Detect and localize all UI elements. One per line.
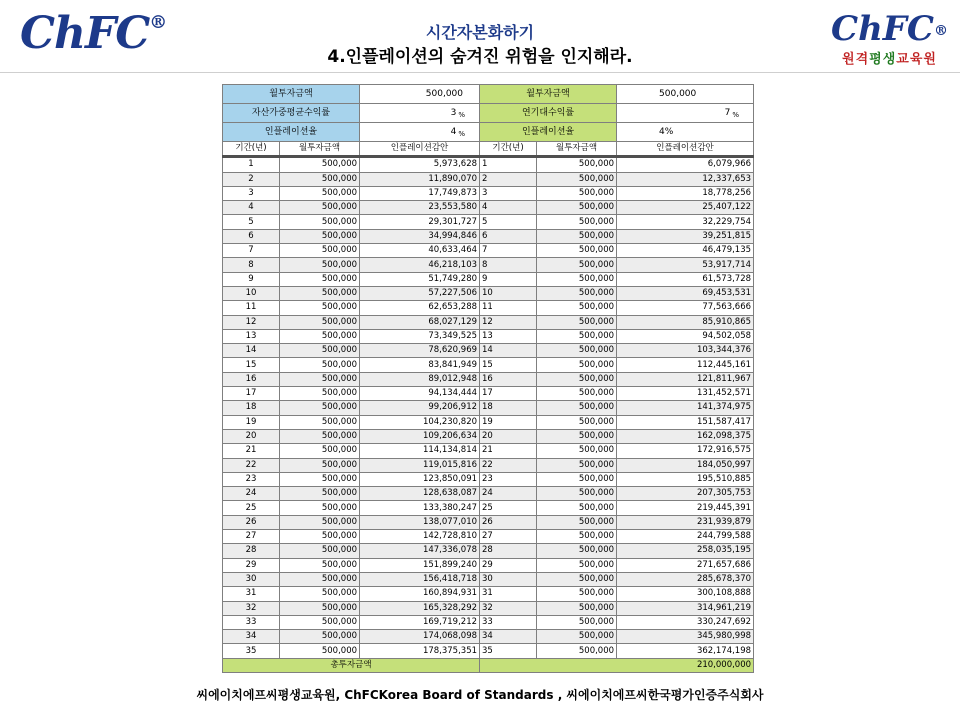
table-row — [223, 344, 754, 358]
table-cell: 13 — [480, 329, 537, 343]
table-cell: 104,230,820 — [360, 415, 480, 429]
table-row — [223, 487, 754, 501]
table-cell: 10 — [223, 286, 280, 300]
spreadsheet — [222, 84, 753, 673]
table-row — [223, 186, 754, 200]
table-cell: 500,000 — [280, 344, 360, 358]
table-cell: 9 — [223, 272, 280, 286]
col-header: 인플레이션감안 — [617, 142, 754, 157]
table-cell: 500,000 — [280, 315, 360, 329]
table-cell: 32 — [480, 601, 537, 615]
table-cell: 32 — [223, 601, 280, 615]
table-cell: 162,098,375 — [617, 429, 754, 443]
table-cell: 40,633,464 — [360, 244, 480, 258]
footer-credits: 씨에이치에프씨평생교육원, ChFCKorea Board of Standards , 씨에이치에프씨한국평가인증주식회사 — [196, 688, 764, 702]
table-cell: 184,050,997 — [617, 458, 754, 472]
table-row — [223, 615, 754, 629]
table-cell: 500,000 — [280, 472, 360, 486]
table-cell: 46,479,135 — [617, 244, 754, 258]
table-cell: 16 — [223, 372, 280, 386]
table-cell: 500,000 — [537, 415, 617, 429]
table-cell: 39,251,815 — [617, 229, 754, 243]
table-cell: 32,229,754 — [617, 215, 754, 229]
table-row — [223, 172, 754, 186]
total-label: 총투자금액 — [223, 658, 480, 672]
table-row — [223, 544, 754, 558]
table-cell: 21 — [480, 444, 537, 458]
table-row — [223, 429, 754, 443]
table-cell: 1 — [480, 157, 537, 172]
table-cell: 25 — [223, 501, 280, 515]
table-cell: 34 — [480, 630, 537, 644]
table-cell: 12 — [480, 315, 537, 329]
table-cell: 169,719,212 — [360, 615, 480, 629]
table-cell: 128,638,087 — [360, 487, 480, 501]
table-cell: 35 — [480, 644, 537, 658]
table-cell: 500,000 — [537, 301, 617, 315]
input-value-right: 4% — [617, 123, 754, 142]
table-cell: 33 — [480, 615, 537, 629]
table-cell: 5 — [223, 215, 280, 229]
input-label-right: 인플레이션율 — [480, 123, 617, 142]
table-cell: 31 — [480, 587, 537, 601]
table-cell: 15 — [223, 358, 280, 372]
table-cell: 99,206,912 — [360, 401, 480, 415]
table-cell: 18 — [223, 401, 280, 415]
slide-title: 시간자본화하기 — [425, 23, 535, 42]
table-row — [223, 530, 754, 544]
table-cell: 23 — [223, 472, 280, 486]
table-cell: 1 — [223, 157, 280, 172]
table-cell: 500,000 — [280, 358, 360, 372]
table-cell: 29,301,727 — [360, 215, 480, 229]
table-cell: 500,000 — [537, 258, 617, 272]
table-cell: 147,336,078 — [360, 544, 480, 558]
table-cell: 172,916,575 — [617, 444, 754, 458]
table-cell: 207,305,753 — [617, 487, 754, 501]
table-cell: 362,174,198 — [617, 644, 754, 658]
table-cell: 500,000 — [280, 172, 360, 186]
table-cell: 500,000 — [280, 630, 360, 644]
table-cell: 500,000 — [537, 458, 617, 472]
input-row — [223, 123, 754, 142]
table-cell: 30 — [223, 572, 280, 586]
table-cell: 500,000 — [537, 601, 617, 615]
table-cell: 19 — [480, 415, 537, 429]
table-cell: 244,799,588 — [617, 530, 754, 544]
table-cell: 34 — [223, 630, 280, 644]
table-cell: 500,000 — [280, 329, 360, 343]
table-cell: 15 — [480, 358, 537, 372]
table-cell: 500,000 — [280, 501, 360, 515]
table-cell: 500,000 — [280, 601, 360, 615]
table-cell: 500,000 — [280, 415, 360, 429]
table-cell: 156,418,718 — [360, 572, 480, 586]
slide-subtitle: 4.인플레이션의 숨겨진 위험을 인지해라. — [327, 47, 633, 67]
table-cell: 89,012,948 — [360, 372, 480, 386]
table-cell: 8 — [480, 258, 537, 272]
table-row — [223, 630, 754, 644]
table-cell: 11 — [223, 301, 280, 315]
divider — [0, 72, 960, 73]
table-cell: 73,349,525 — [360, 329, 480, 343]
table-cell: 18,778,256 — [617, 186, 754, 200]
table-cell: 6 — [480, 229, 537, 243]
table-cell: 500,000 — [537, 358, 617, 372]
input-label-left: 월투자금액 — [223, 85, 360, 104]
table-cell: 138,077,010 — [360, 515, 480, 529]
table-cell: 69,453,531 — [617, 286, 754, 300]
table-cell: 121,811,967 — [617, 372, 754, 386]
logo-subtitle: 원격평생교육원 — [842, 52, 937, 67]
input-value-left: 3 $_{\%}$ — [360, 104, 480, 123]
table-cell: 165,328,292 — [360, 601, 480, 615]
input-value-right: 7 $_{\%}$ — [617, 104, 754, 123]
table-cell: 500,000 — [280, 229, 360, 243]
table-cell: 195,510,885 — [617, 472, 754, 486]
table-cell: 27 — [223, 530, 280, 544]
table-cell: 53,917,714 — [617, 258, 754, 272]
total-value: 210,000,000 — [480, 658, 754, 672]
table-cell: 174,068,098 — [360, 630, 480, 644]
chfc-logo-left: ChFC® — [20, 8, 167, 59]
table-cell: 25,407,122 — [617, 201, 754, 215]
table-cell: 103,344,376 — [617, 344, 754, 358]
table-row — [223, 301, 754, 315]
table-cell: 500,000 — [280, 244, 360, 258]
table-cell: 500,000 — [537, 272, 617, 286]
table-cell: 5,973,628 — [360, 157, 480, 172]
table-cell: 114,134,814 — [360, 444, 480, 458]
table-cell: 77,563,666 — [617, 301, 754, 315]
table-cell: 35 — [223, 644, 280, 658]
input-value-left: 4 $_{\%}$ — [360, 123, 480, 142]
table-cell: 25 — [480, 501, 537, 515]
table-cell: 85,910,865 — [617, 315, 754, 329]
table-cell: 231,939,879 — [617, 515, 754, 529]
table-row — [223, 315, 754, 329]
col-header: 월투자금액 — [537, 142, 617, 157]
table-cell: 31 — [223, 587, 280, 601]
table-cell: 131,452,571 — [617, 387, 754, 401]
table-cell: 500,000 — [537, 444, 617, 458]
table-cell: 500,000 — [537, 501, 617, 515]
input-value-left: 500,000 — [360, 85, 480, 104]
col-header: 월투자금액 — [280, 142, 360, 157]
table-cell: 12,337,653 — [617, 172, 754, 186]
table-cell: 34,994,846 — [360, 229, 480, 243]
table-cell: 500,000 — [280, 186, 360, 200]
table-cell: 112,445,161 — [617, 358, 754, 372]
table-cell: 500,000 — [537, 515, 617, 529]
table-cell: 500,000 — [537, 615, 617, 629]
table-cell: 20 — [223, 429, 280, 443]
table-cell: 17 — [223, 387, 280, 401]
table-cell: 314,961,219 — [617, 601, 754, 615]
table-cell: 26 — [223, 515, 280, 529]
table-cell: 330,247,692 — [617, 615, 754, 629]
table-cell: 78,620,969 — [360, 344, 480, 358]
table-cell: 83,841,949 — [360, 358, 480, 372]
table-cell: 500,000 — [280, 401, 360, 415]
table-cell: 300,108,888 — [617, 587, 754, 601]
table-cell: 26 — [480, 515, 537, 529]
table-cell: 141,374,975 — [617, 401, 754, 415]
table-cell: 109,206,634 — [360, 429, 480, 443]
table-cell: 500,000 — [537, 186, 617, 200]
table-cell: 500,000 — [537, 487, 617, 501]
table-row — [223, 286, 754, 300]
table-cell: 500,000 — [537, 215, 617, 229]
table-cell: 500,000 — [280, 429, 360, 443]
table-cell: 16 — [480, 372, 537, 386]
table-cell: 500,000 — [280, 572, 360, 586]
input-value-right: 500,000 — [617, 85, 754, 104]
table-cell: 500,000 — [537, 329, 617, 343]
table-cell: 219,445,391 — [617, 501, 754, 515]
table-cell: 5 — [480, 215, 537, 229]
table-row — [223, 644, 754, 658]
table-cell: 2 — [223, 172, 280, 186]
table-cell: 62,653,288 — [360, 301, 480, 315]
input-row — [223, 85, 754, 104]
table-cell: 14 — [480, 344, 537, 358]
table-row — [223, 458, 754, 472]
table-cell: 3 — [480, 186, 537, 200]
table-cell: 8 — [223, 258, 280, 272]
table-cell: 500,000 — [537, 286, 617, 300]
table-cell: 500,000 — [280, 444, 360, 458]
table-cell: 500,000 — [537, 387, 617, 401]
table-cell: 7 — [223, 244, 280, 258]
table-cell: 271,657,686 — [617, 558, 754, 572]
table-cell: 500,000 — [537, 201, 617, 215]
table-cell: 57,227,506 — [360, 286, 480, 300]
table-cell: 178,375,351 — [360, 644, 480, 658]
table-cell: 500,000 — [537, 401, 617, 415]
table-cell: 22 — [480, 458, 537, 472]
table-cell: 500,000 — [280, 530, 360, 544]
table-row — [223, 358, 754, 372]
table-row — [223, 558, 754, 572]
table-cell: 500,000 — [280, 258, 360, 272]
table-cell: 28 — [223, 544, 280, 558]
table-cell: 3 — [223, 186, 280, 200]
table-cell: 500,000 — [280, 157, 360, 172]
input-row — [223, 104, 754, 123]
table-row — [223, 244, 754, 258]
table-cell: 500,000 — [537, 544, 617, 558]
table-cell: 500,000 — [537, 630, 617, 644]
table-row — [223, 472, 754, 486]
table-cell: 142,728,810 — [360, 530, 480, 544]
table-row — [223, 201, 754, 215]
table-row — [223, 272, 754, 286]
table-cell: 22 — [223, 458, 280, 472]
table-row — [223, 229, 754, 243]
table-row — [223, 587, 754, 601]
input-label-right: 연기대수익률 — [480, 104, 617, 123]
total-row — [223, 658, 754, 672]
table-cell: 500,000 — [537, 587, 617, 601]
table-cell: 500,000 — [280, 458, 360, 472]
table-row — [223, 401, 754, 415]
table-cell: 94,134,444 — [360, 387, 480, 401]
table-cell: 160,894,931 — [360, 587, 480, 601]
table-row — [223, 515, 754, 529]
table-cell: 23,553,580 — [360, 201, 480, 215]
table-cell: 14 — [223, 344, 280, 358]
table-cell: 500,000 — [280, 387, 360, 401]
table-cell: 500,000 — [280, 372, 360, 386]
col-header: 기간(년) — [223, 142, 280, 157]
table-row — [223, 601, 754, 615]
table-cell: 500,000 — [280, 301, 360, 315]
table-cell: 119,015,816 — [360, 458, 480, 472]
table-cell: 7 — [480, 244, 537, 258]
table-cell: 500,000 — [537, 558, 617, 572]
table-cell: 2 — [480, 172, 537, 186]
table-row — [223, 329, 754, 343]
table-row — [223, 387, 754, 401]
table-cell: 17 — [480, 387, 537, 401]
table-cell: 9 — [480, 272, 537, 286]
table-cell: 19 — [223, 415, 280, 429]
table-cell: 500,000 — [280, 558, 360, 572]
table-cell: 500,000 — [537, 157, 617, 172]
table-cell: 151,899,240 — [360, 558, 480, 572]
table-cell: 500,000 — [537, 429, 617, 443]
table-cell: 46,218,103 — [360, 258, 480, 272]
table-cell: 6,079,966 — [617, 157, 754, 172]
table-cell: 500,000 — [537, 530, 617, 544]
table-cell: 500,000 — [537, 172, 617, 186]
column-header-row — [223, 142, 754, 157]
table-cell: 500,000 — [537, 472, 617, 486]
table-cell: 500,000 — [280, 201, 360, 215]
table-row — [223, 444, 754, 458]
table-row — [223, 501, 754, 515]
table-cell: 500,000 — [280, 286, 360, 300]
table-row — [223, 415, 754, 429]
table-row — [223, 572, 754, 586]
table-cell: 500,000 — [280, 487, 360, 501]
table-cell: 12 — [223, 315, 280, 329]
chfc-logo-right: ChFC® 원격평생교육원 — [831, 9, 948, 67]
table-cell: 500,000 — [280, 644, 360, 658]
table-cell: 10 — [480, 286, 537, 300]
table-cell: 29 — [223, 558, 280, 572]
table-row — [223, 157, 754, 172]
table-cell: 500,000 — [280, 544, 360, 558]
table-cell: 51,749,280 — [360, 272, 480, 286]
table-cell: 13 — [223, 329, 280, 343]
table-cell: 6 — [223, 229, 280, 243]
table-cell: 500,000 — [537, 644, 617, 658]
table-cell: 500,000 — [537, 372, 617, 386]
input-label-right: 월투자금액 — [480, 85, 617, 104]
table-cell: 500,000 — [280, 272, 360, 286]
table-cell: 18 — [480, 401, 537, 415]
table-cell: 29 — [480, 558, 537, 572]
col-header: 인플레이션감안 — [360, 142, 480, 157]
table-cell: 258,035,195 — [617, 544, 754, 558]
table-cell: 20 — [480, 429, 537, 443]
table-cell: 500,000 — [280, 587, 360, 601]
table-cell: 94,502,058 — [617, 329, 754, 343]
table-cell: 4 — [223, 201, 280, 215]
table-cell: 61,573,728 — [617, 272, 754, 286]
table-cell: 500,000 — [537, 344, 617, 358]
input-label-left: 인플레이션율 — [223, 123, 360, 142]
table-cell: 28 — [480, 544, 537, 558]
table-cell: 4 — [480, 201, 537, 215]
table-cell: 27 — [480, 530, 537, 544]
table-cell: 500,000 — [280, 515, 360, 529]
table-cell: 500,000 — [280, 215, 360, 229]
table-cell: 24 — [223, 487, 280, 501]
table-cell: 21 — [223, 444, 280, 458]
table-cell: 24 — [480, 487, 537, 501]
table-cell: 285,678,370 — [617, 572, 754, 586]
table-cell: 500,000 — [537, 315, 617, 329]
table-cell: 151,587,417 — [617, 415, 754, 429]
input-label-left: 자산가중평균수익률 — [223, 104, 360, 123]
table-cell: 133,380,247 — [360, 501, 480, 515]
table-row — [223, 372, 754, 386]
table-cell: 68,027,129 — [360, 315, 480, 329]
table-cell: 23 — [480, 472, 537, 486]
col-header: 기간(년) — [480, 142, 537, 157]
table-cell: 500,000 — [280, 615, 360, 629]
table-row — [223, 258, 754, 272]
table-cell: 33 — [223, 615, 280, 629]
table-cell: 17,749,873 — [360, 186, 480, 200]
table-cell: 30 — [480, 572, 537, 586]
table-cell: 500,000 — [537, 244, 617, 258]
table-cell: 11,890,070 — [360, 172, 480, 186]
table-cell: 11 — [480, 301, 537, 315]
table-cell: 500,000 — [537, 229, 617, 243]
table-cell: 345,980,998 — [617, 630, 754, 644]
table-cell: 500,000 — [537, 572, 617, 586]
table-cell: 123,850,091 — [360, 472, 480, 486]
table-row — [223, 215, 754, 229]
